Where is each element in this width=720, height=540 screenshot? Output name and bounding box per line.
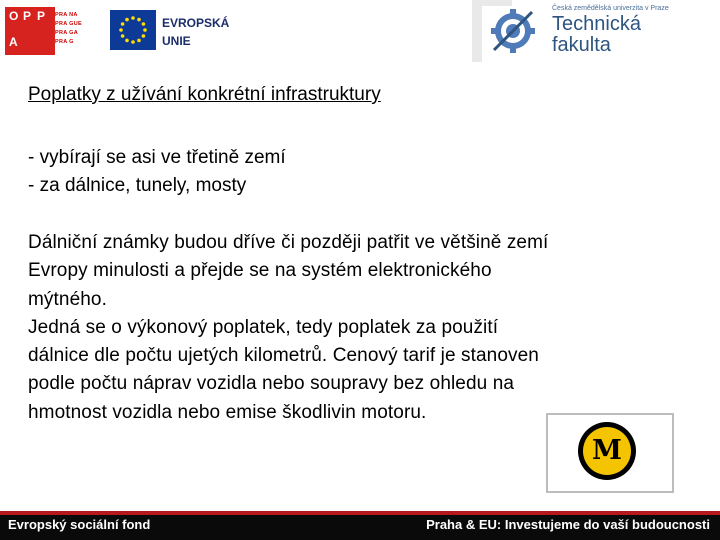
footer-right-text: Praha & EU: Investujeme do vaší budoucnosti bbox=[426, 517, 710, 532]
paragraph-line: dálnice dle počtu ujetých kilometrů. Cenový tarif je stanoven bbox=[28, 345, 539, 367]
footer-left-text: Evropský sociální fond bbox=[8, 517, 151, 532]
header bbox=[0, 0, 720, 62]
slide-title: Poplatky z užívání konkrétní infrastruktury bbox=[28, 84, 381, 105]
toll-sign-letter: M bbox=[592, 435, 622, 466]
toll-sign-circle bbox=[578, 422, 636, 480]
toll-sign-image bbox=[546, 413, 674, 493]
eu-logo bbox=[110, 6, 240, 56]
oppa-line: PRA GUE bbox=[55, 21, 82, 27]
faculty-name-line1: Technická bbox=[552, 13, 641, 35]
faculty-logo bbox=[472, 0, 720, 60]
bullet-list bbox=[28, 144, 286, 200]
bullet-item: - za dálnice, tunely, mosty bbox=[28, 175, 247, 196]
paragraph-line: Jedná se o výkonový poplatek, tedy poplatek za použití bbox=[28, 316, 499, 338]
paragraph-line: podle počtu náprav vozidla nebo soupravy bez ohledu na bbox=[28, 373, 515, 395]
oppa-letter: A bbox=[9, 35, 18, 49]
paragraph-line: Evropy minulosti a přejde se na systém elektronického bbox=[28, 260, 492, 282]
oppa-logo-block bbox=[5, 7, 55, 55]
body-paragraph bbox=[28, 229, 708, 427]
bullet-item: - vybírají se asi ve třetině zemí bbox=[28, 147, 286, 168]
paragraph-line: hmotnost vozidla nebo emise škodlivin motoru. bbox=[28, 401, 427, 423]
oppa-logo bbox=[5, 7, 105, 55]
faculty-name-line2: fakulta bbox=[552, 34, 611, 56]
faculty-university: Česká zemědělská univerzita v Praze bbox=[552, 5, 669, 12]
oppa-letter: P bbox=[37, 9, 46, 23]
oppa-line: PRA NA bbox=[55, 12, 78, 18]
footer-stripe bbox=[0, 511, 720, 515]
eu-line2: UNIE bbox=[162, 34, 191, 48]
eu-flag-icon bbox=[110, 10, 156, 50]
faculty-emblem-icon bbox=[484, 6, 542, 56]
oppa-letter: P bbox=[23, 9, 32, 23]
oppa-line: PRA G bbox=[55, 39, 74, 45]
eu-logo-text bbox=[162, 14, 229, 50]
oppa-line: PRA GA bbox=[55, 30, 78, 36]
oppa-letter: O bbox=[9, 9, 19, 23]
oppa-logo-text bbox=[55, 7, 103, 55]
paragraph-line: Dálniční známky budou dříve či později patřit ve většině zemí bbox=[28, 232, 549, 253]
paragraph-line: mýtného. bbox=[28, 288, 107, 310]
eu-line1: EVROPSKÁ bbox=[162, 16, 230, 30]
toll-sign-disc bbox=[583, 427, 631, 475]
footer bbox=[0, 511, 720, 540]
